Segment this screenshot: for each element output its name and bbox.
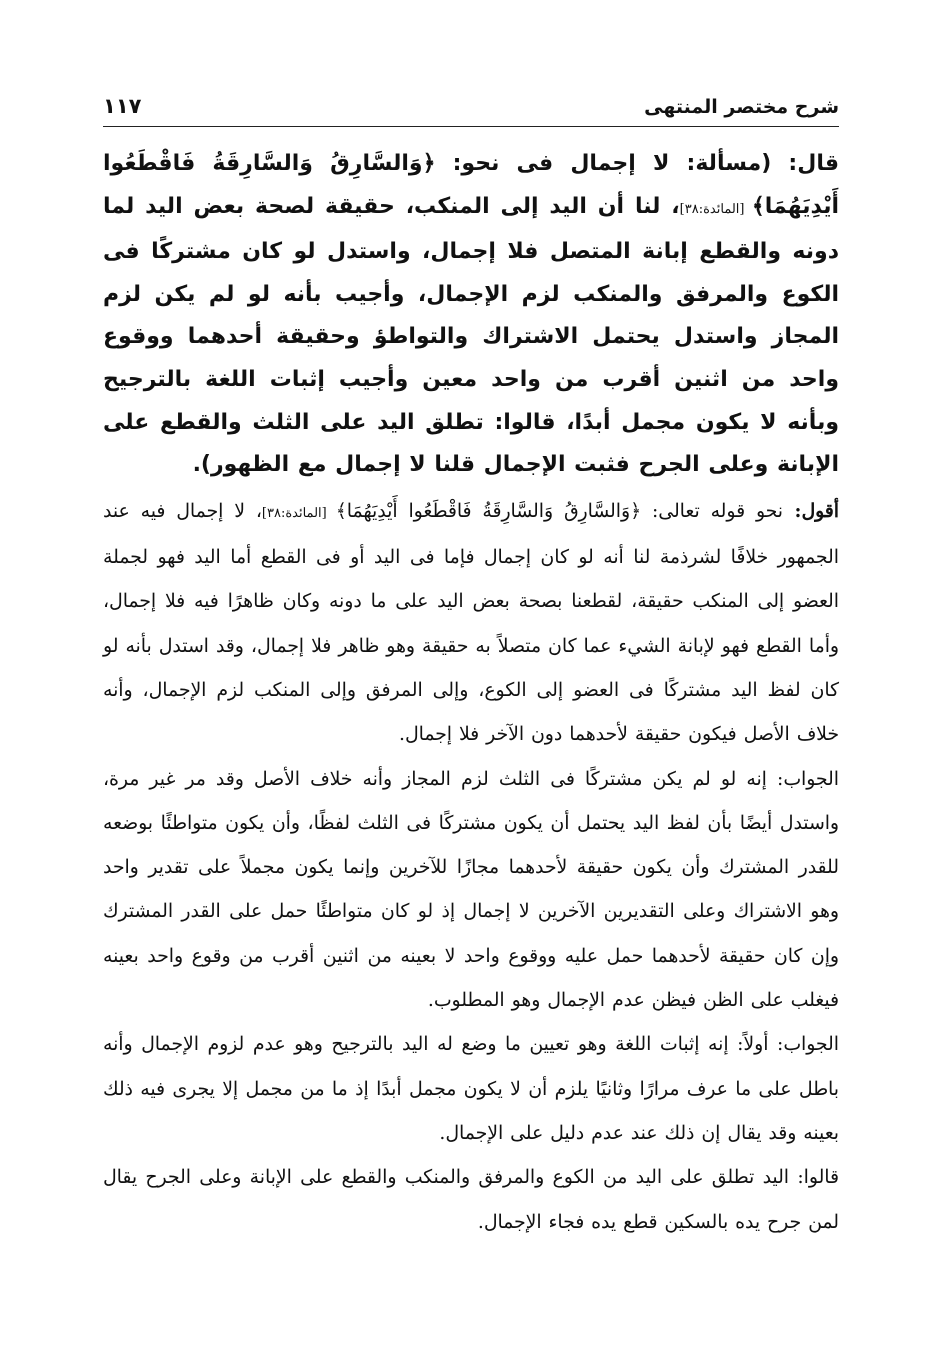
issue-verse: ﴿وَالسَّارِقُ وَالسَّارِقَةُ فَاقْطَعُوا أَيْدِيَهُمَا﴾ [103, 151, 840, 219]
book-title: شرح مختصر المنتهى [644, 96, 839, 118]
page-number: ١١٧ [103, 94, 142, 118]
commentary-verse: ﴿وَالسَّارِقُ وَالسَّارِقَةُ فَاقْطَعُوا أَيْدِيَهُمَا﴾ [335, 500, 642, 522]
issue-text: ، لنا أن اليد إلى المنكب، حقيقة لصحة بعض اليد لما دونه والقطع إبانة المتصل فلا إجمال، واستدل لو كان مشتركًا فى الكوع والمرفق والمنكب لزم الإجمال، وأجيب بأنه لو لم يكن لزم المجاز واستدل يحتمل الاشتراك والتواطؤ وحقيقة أحدهما ووقوع واحد من اثنين أقرب من واحد معين وأجيب إثبات اللغة بالترجيح وبأنه لا يكون مجمل أبدًا، قالوا: تطلق اليد على الثلث والقطع على الإبانة وعلى الجرح فثبت الإجمال قلنا لا إجمال مع الظهور). [103, 193, 839, 478]
commentary-text: ، لا إجمال فيه عند الجمهور خلافًا لشرذمة لنا أنه لو كان إجمال فإما فى اليد أو فى القطع أما اليد فهو لجملة العضو إلى المنكب حقيقة، لقطعنا بصحة بعض اليد على ما دونه وكان ظاهرًا فيه فلا إجمال، وأما القطع فهو لإبانة الشيء عما كان متصلاً به حقيقة وهو ظاهر فلا إجمال، وقد استدل بأنه لو كان لفظ اليد مشتركًا فى العضو إلى الكوع، وإلى المرفق وإلى المنكب لزم الإجمال، وأنه خلاف الأصل فيكون حقيقة لأحدهما دون الآخر فلا إجمال. [103, 500, 839, 746]
page-body [103, 143, 839, 1245]
commentary-paragraph [103, 489, 839, 758]
commentary-verse-reference: [المائدة:٣٨] [261, 505, 336, 521]
issue-block [103, 143, 839, 487]
page-header [103, 88, 839, 127]
answer-paragraph-2: الجواب: أولاً: إنه إثبات اللغة وهو تعيين ما وضع له اليد بالترجيح وهو عدم لزوم الإجمال وأنه باطل على ما عرف مرارًا وثانيًا يلزم أن لا يكون مجمل أبدًا إذ ما من مجمل إلا يجرى فيه ذلك بعينه وقد يقال إن ذلك عند عدم دليل على الإجمال. [103, 1034, 839, 1144]
answer-paragraph-1: الجواب: إنه لو لم يكن مشتركًا فى الثلث لزم المجاز وأنه خلاف الأصل وقد مر غير مرة، واستدل أيضًا بأن لفظ اليد يحتمل أن يكون مشتركًا فى الثلث لفظًا، وأن يكون متواطئًا بوضعه للقدر المشترك وأن يكون حقيقة لأحدهما مجازًا للآخرين وإنما يكون مجملاً على تقدير واحد وهو الاشتراك وعلى التقديرين الآخرين لا إجمال إذ لو كان متواطئًا حمل على القدر المشترك وإن كان حقيقة لأحدهما حمل عليه ووقوع واحد لا بعينه من اثنين أقرب من وقوع واحد بعينه فيغلب على الظن فيظن عدم الإجمال وهو المطلوب. [103, 768, 839, 1012]
issue-lead: قال: (مسألة: لا إجمال فى نحو: [435, 151, 839, 176]
issue-verse-reference: [المائدة:٣٨] [679, 201, 752, 217]
commentary-intro: نحو قوله تعالى: [641, 500, 784, 522]
issue-paragraph [103, 143, 839, 487]
objection-paragraph: قالوا: اليد تطلق على اليد من الكوع والمرفق والمنكب والقطع على الإبانة وعلى الجرح يقال لمن جرح يده بالسكين قطع يده فجاء الإجمال. [103, 1167, 839, 1233]
commentary-lead: أقول: [783, 499, 839, 522]
